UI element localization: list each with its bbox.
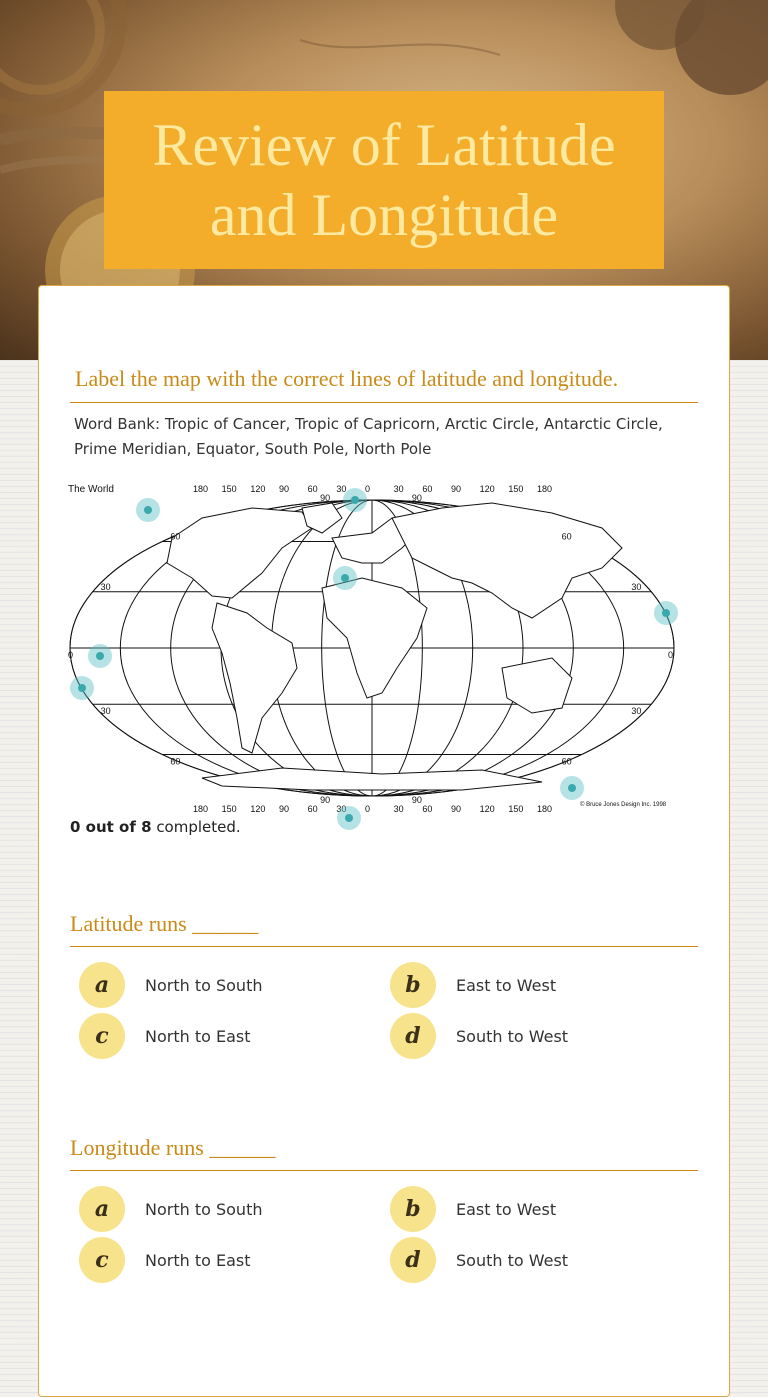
q2-option-a[interactable] (79, 962, 262, 1008)
option-letter-badge: d (390, 1013, 436, 1059)
longitude-label-bottom: 30 (336, 804, 347, 813)
longitude-label-top: 30 (393, 484, 404, 494)
map-hotspot-8[interactable] (337, 806, 361, 830)
longitude-label-bottom: 150 (508, 804, 524, 813)
latitude-label-right: 90 (320, 795, 331, 806)
longitude-label-bottom: 60 (422, 804, 433, 813)
world-map (62, 478, 682, 813)
longitude-label-top: 90 (279, 484, 290, 494)
longitude-label-bottom: 0 (365, 804, 371, 813)
longitude-label-top: 180 (537, 484, 553, 494)
map-copyright: © Bruce Jones Design Inc. 1998 (580, 802, 667, 808)
longitude-label-top: 180 (193, 484, 209, 494)
option-label: North to East (145, 1250, 251, 1270)
option-letter-badge: d (390, 1237, 436, 1283)
option-label: North to South (145, 975, 263, 995)
map-hotspot-2[interactable] (343, 488, 367, 512)
latitude-label-right: 60 (561, 756, 572, 767)
divider (70, 1170, 698, 1171)
option-letter-badge: a (79, 1186, 125, 1232)
word-bank: Word Bank: Tropic of Cancer, Tropic of Capricorn, Arctic Circle, Antarctic Circle, Prime Meridian, Equator, South Pole, North Pole (74, 415, 663, 458)
latitude-label-left: 0 (68, 650, 74, 660)
latitude-label-right: 90 (320, 492, 331, 503)
option-letter-badge: c (79, 1237, 125, 1283)
option-label: South to West (456, 1026, 569, 1046)
q2-option-b[interactable] (390, 962, 556, 1008)
latitude-label-left: 90 (411, 492, 422, 503)
longitude-label-top: 150 (221, 484, 237, 494)
page-title: Review of Latitude and Longitude (152, 112, 616, 248)
map-hotspot-3[interactable] (333, 566, 357, 590)
longitude-label-top: 60 (422, 484, 433, 494)
longitude-label-bottom: 90 (279, 804, 290, 813)
latitude-label-left: 60 (170, 756, 181, 767)
progress-suffix: completed. (156, 818, 241, 836)
q3-option-b[interactable] (390, 1186, 556, 1232)
world-map-drawing (62, 478, 682, 813)
divider (70, 946, 698, 947)
option-letter-badge: c (79, 1013, 125, 1059)
longitude-label-top: 0 (365, 484, 371, 494)
map-hotspot-6[interactable] (70, 676, 94, 700)
option-label: East to West (456, 1199, 557, 1219)
longitude-label-bottom: 180 (537, 804, 553, 813)
longitude-label-bottom: 30 (393, 804, 404, 813)
option-letter-badge: b (390, 1186, 436, 1232)
option-letter-badge: a (79, 962, 125, 1008)
map-title: The World (68, 484, 114, 495)
map-hotspot-7[interactable] (560, 776, 584, 800)
longitude-label-top: 150 (508, 484, 524, 494)
question-2-prompt: Latitude runs ______ (70, 911, 259, 936)
longitude-label-top: 60 (307, 484, 318, 494)
option-label: East to West (456, 975, 557, 995)
q2-option-c[interactable] (79, 1013, 251, 1059)
map-hotspot-4[interactable] (654, 601, 678, 625)
question-3-prompt: Longitude runs ______ (70, 1135, 276, 1160)
question-1-prompt: Label the map with the correct lines of latitude and longitude. (75, 366, 619, 391)
option-label: North to South (145, 1199, 263, 1219)
longitude-label-bottom: 60 (307, 804, 318, 813)
longitude-label-bottom: 180 (193, 804, 209, 813)
map-hotspot-1[interactable] (136, 498, 160, 522)
option-letter-badge: b (390, 962, 436, 1008)
longitude-label-top: 90 (451, 484, 462, 494)
map-hotspot-5[interactable] (88, 644, 112, 668)
longitude-label-bottom: 90 (451, 804, 462, 813)
latitude-label-right: 30 (631, 581, 642, 592)
latitude-label-left: 30 (100, 706, 111, 717)
title-card (104, 91, 664, 269)
longitude-label-bottom: 120 (479, 804, 495, 813)
q3-option-d[interactable] (390, 1237, 568, 1283)
latitude-label-left: 30 (100, 581, 111, 592)
option-label: South to West (456, 1250, 569, 1270)
divider (70, 402, 698, 403)
q3-option-a[interactable] (79, 1186, 262, 1232)
progress-count: 0 out of 8 (70, 818, 152, 836)
longitude-label-bottom: 120 (250, 804, 266, 813)
longitude-label-top: 120 (479, 484, 495, 494)
latitude-label-right: 60 (561, 531, 572, 542)
latitude-label-right: 30 (631, 706, 642, 717)
longitude-label-bottom: 150 (221, 804, 237, 813)
q3-option-c[interactable] (79, 1237, 251, 1283)
option-label: North to East (145, 1026, 251, 1046)
q2-option-d[interactable] (390, 1013, 568, 1059)
longitude-label-top: 120 (250, 484, 266, 494)
progress-status (70, 818, 241, 836)
latitude-label-left: 90 (411, 795, 422, 806)
latitude-label-left: 60 (170, 531, 181, 542)
longitude-label-top: 30 (336, 484, 347, 494)
latitude-label-right: 0 (668, 650, 674, 660)
